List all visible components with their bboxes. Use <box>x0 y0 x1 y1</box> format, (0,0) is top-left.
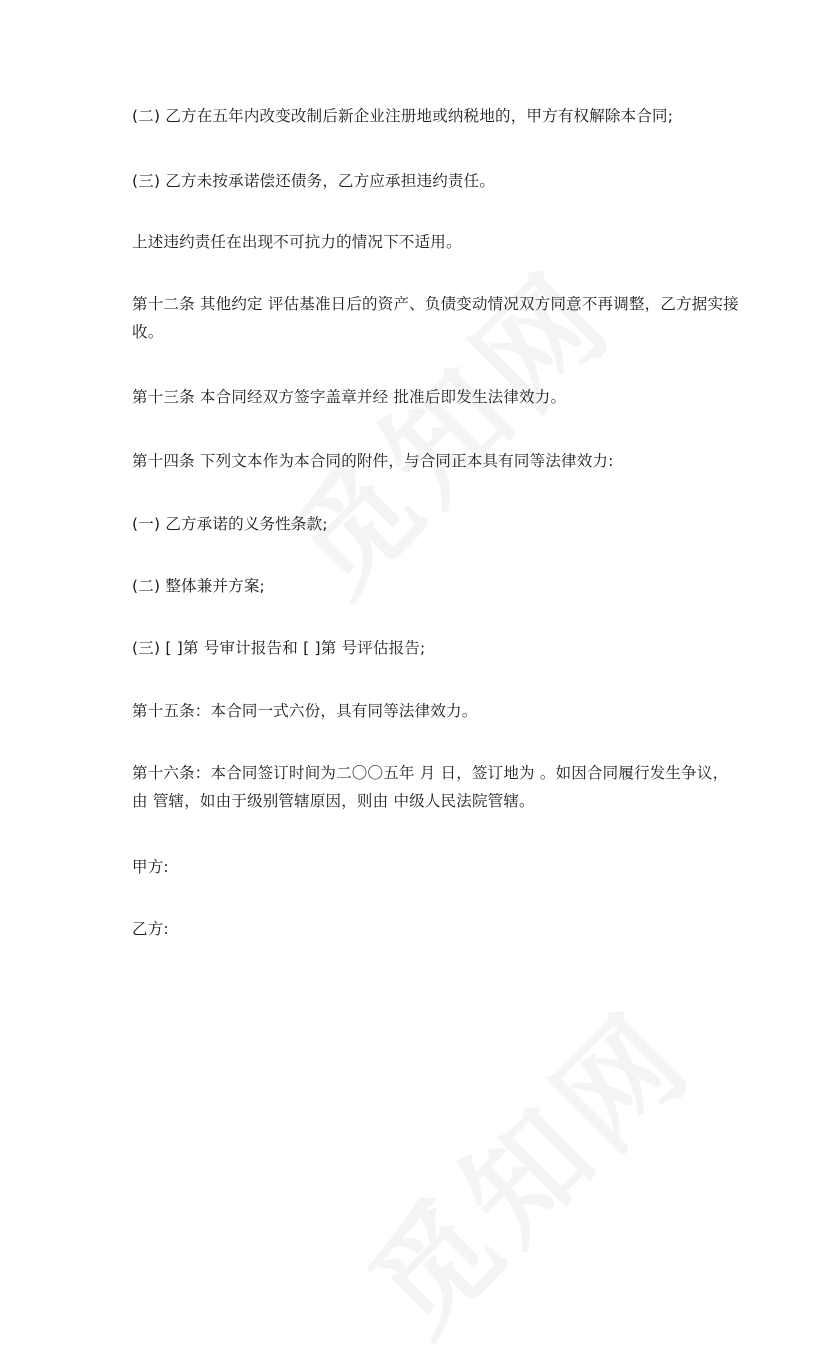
watermark-bottom <box>326 967 723 1364</box>
paragraph-article-14: 第十四条 下列文本作为本合同的附件，与合同正本具有同等法律效力: <box>132 452 614 470</box>
paragraph-article-13: 第十三条 本合同经双方签字盖章并经 批准后即发生法律效力。 <box>132 388 567 406</box>
paragraph-attachment-1: (一) 乙方承诺的义务性条款; <box>132 515 328 533</box>
paragraph-article-15: 第十五条：本合同一式六份，具有同等法律效力。 <box>132 702 478 720</box>
paragraph-clause-2: (二) 乙方在五年内改变改制后新企业注册地或纳税地的，甲方有权解除本合同; <box>132 107 674 125</box>
paragraph-clause-3: (三) 乙方未按承诺偿还债务，乙方应承担违约责任。 <box>132 172 496 190</box>
paragraph-article-16: 第十六条：本合同签订时间为二〇〇五年 月 日，签订地为 。如因合同履行发生争议，由 管辖，如由于级别管辖原因，则由 中级人民法院管辖。 <box>132 764 729 810</box>
paragraph-article-12: 第十二条 其他约定 评估基准日后的资产、负债变动情况双方同意不再调整，乙方据实接收。 <box>132 295 739 341</box>
paragraph-force-majeure: 上述违约责任在出现不可抗力的情况下不适用。 <box>132 233 462 251</box>
signature-party-a: 甲方: <box>132 858 169 876</box>
signature-party-b: 乙方: <box>132 920 169 938</box>
watermark-top <box>246 227 643 624</box>
paragraph-attachment-3: (三) [ ]第 号审计报告和 [ ]第 号评估报告; <box>132 639 426 657</box>
paragraph-attachment-2: (二) 整体兼并方案; <box>132 577 265 595</box>
